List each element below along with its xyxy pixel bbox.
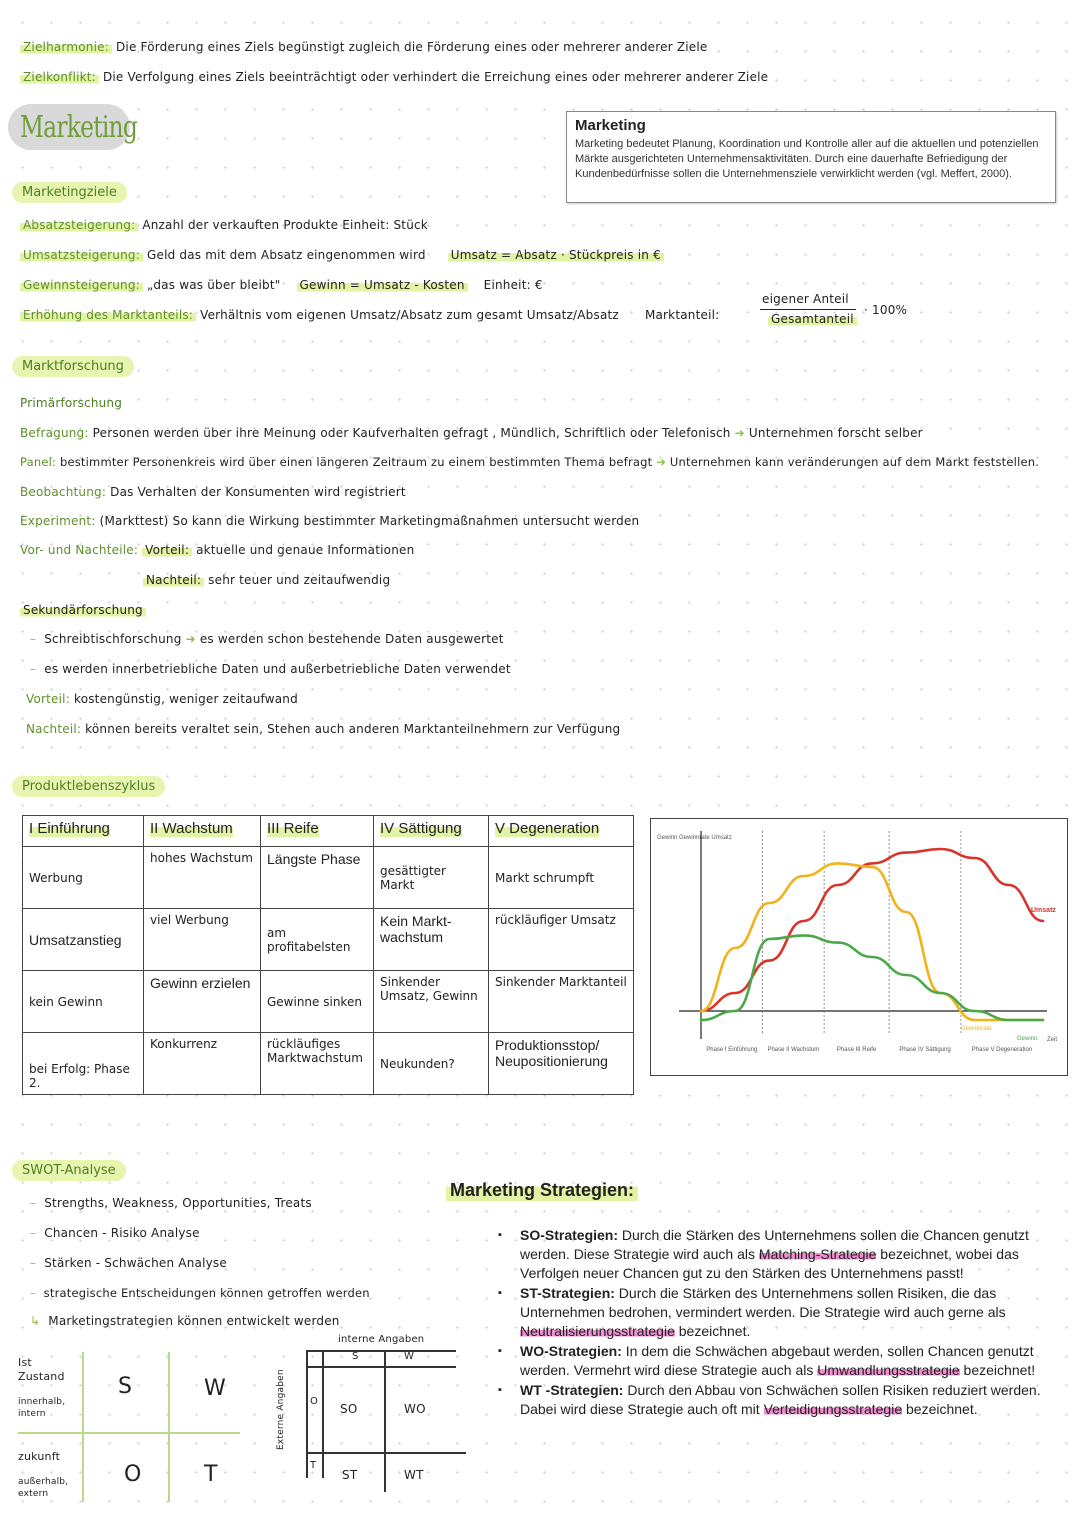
ist-label: Ist Zustand: [18, 1356, 65, 1383]
marktforschung-heading: Marktforschung: [12, 356, 134, 377]
chart-tick-label: Phase II Wachstum: [767, 1047, 820, 1053]
mf-text: Das Verhalten der Konsumenten wird registriert: [110, 485, 406, 499]
sek-vorteil: [26, 692, 298, 706]
swot-arrow-bullet: ↳ Marketingstrategien können entwickelt werden: [30, 1314, 340, 1328]
matrix-top-label: interne Angaben: [338, 1334, 425, 1345]
fraction-line: [760, 309, 856, 310]
mf-nachteil: [143, 573, 390, 587]
chart-label-gewinnrate: Gewinnrate: [960, 1026, 992, 1032]
plz-cell: am profitabelsten: [261, 909, 374, 971]
list-item: ▪ WO-Strategien: In dem die Schwächen abgebaut werden, sollen Chancen genutzt werden. Vermehrt wird diese Strategie auch als Umwandlungsstrategie bezeichnet!: [498, 1342, 1046, 1380]
mf-beobachtung: [20, 485, 406, 499]
swot-bullet: – strategische Entscheidungen können getroffen werden: [30, 1286, 370, 1300]
ziel-gewinn: [20, 278, 543, 292]
zukunft-sub: außerhalb, extern: [18, 1477, 69, 1499]
page-title: [8, 104, 138, 150]
plz-chart: [650, 818, 1068, 1076]
plz-cell: Werbung: [23, 847, 144, 909]
mf-vorteil: [20, 543, 414, 557]
plz-cell: Neukunden?: [374, 1033, 489, 1095]
fraction-numerator: eigener Anteil: [762, 292, 849, 306]
matrix-row: T: [310, 1460, 317, 1471]
zielkonflikt-term: Zielkonflikt:: [20, 70, 99, 84]
ziel-text: Verhältnis vom eigenen Umsatz/Absatz zum gesamt Umsatz/Absatz: [200, 308, 619, 322]
ziel-term: Gewinnsteigerung:: [20, 278, 143, 292]
matrix-col: S: [352, 1351, 359, 1362]
plz-cell: bei Erfolg: Phase 2.: [23, 1033, 144, 1095]
list-item: ▪ SO-Strategien: Durch die Stärken des Unternehmens sollen die Chancen genutzt werden. Diese Strategie wird auch als Matching-Strategie bezeichnet, wobei das Verfolgen neuer Chancen gut zu den Stärken des Unternehmens passt!: [498, 1226, 1046, 1283]
plz-cell: Sinkender Marktanteil: [489, 971, 634, 1033]
zielharmonie-term: Zielharmonie:: [20, 40, 112, 54]
ziel-absatz: [20, 218, 428, 232]
table-row: [23, 1033, 634, 1095]
matrix-line: [306, 1350, 456, 1352]
swot-grid-line: [82, 1352, 84, 1502]
vorteil-label: Vorteil:: [142, 543, 192, 557]
chart-tick-label: Phase V Degeneration: [971, 1047, 1033, 1053]
list-item: ▪ ST-Strategien: Durch die Stärken des Unternehmens sollen Risiken, die das Unternehmen bedrohen, vermindert werden. Die Strategie wird auch gerne als Neutralisierungsstrategie bezeichnet.: [498, 1284, 1046, 1341]
plz-cell: Sinkender Umsatz, Gewinn: [374, 971, 489, 1033]
mf-panel: Panel: bestimmter Personenkreis wird über einen längeren Zeitraum zu einem bestimmten Thema befragt ➜ Unternehmen kann veränderungen auf dem Markt feststellen.: [20, 455, 1040, 469]
swot-letter-o: O: [124, 1462, 142, 1487]
table-row: [23, 847, 634, 909]
plz-cell: Produktionsstop/ Neupositionierung: [489, 1033, 634, 1095]
primaerforschung-heading: Primärforschung: [20, 396, 123, 410]
vorteil-text: aktuelle und genaue Informationen: [196, 543, 415, 557]
plz-header: I Einführung: [23, 816, 144, 847]
ziel-text: Anzahl der verkauften Produkte Einheit: Stück: [142, 218, 428, 232]
swot-bullet: – Stärken - Schwächen Analyse: [30, 1256, 227, 1270]
plz-cell: Umsatzanstieg: [23, 909, 144, 971]
plz-cell: Längste Phase: [261, 847, 374, 909]
matrix-row: O: [310, 1396, 319, 1407]
mf-text: (Markttest) So kann die Wirkung bestimmter Marketingmaßnahmen untersucht werden: [99, 514, 640, 528]
zielharmonie-text: Die Förderung eines Ziels begünstigt zugleich die Förderung eines oder mehrerer anderer Ziele: [115, 40, 708, 54]
plz-cell: Kein Markt-wachstum: [374, 909, 489, 971]
mf-term: Beobachtung:: [20, 485, 107, 499]
matrix-line: [306, 1366, 456, 1368]
fraction-factor: · 100%: [864, 303, 908, 317]
chart-tick-label: Phase I Einführung: [706, 1047, 758, 1053]
vorteil-label: Vorteil:: [26, 692, 70, 706]
swot-bullet: – Strengths, Weakness, Opportunities, Treats: [30, 1196, 312, 1210]
plz-chart-svg: [651, 819, 1067, 1075]
zielharmonie-line: [20, 40, 707, 54]
chart-series-umsatz: [701, 849, 1043, 1011]
zukunft-label: zukunft: [18, 1450, 61, 1463]
marketingziele-heading: Marketingziele: [12, 182, 127, 203]
zielkonflikt-line: [20, 70, 768, 84]
matrix-line: [306, 1350, 308, 1478]
ziel-formula: Gewinn = Umsatz - Kosten: [297, 278, 468, 292]
swot-letter-s: S: [118, 1374, 132, 1399]
chart-tick-label: Phase III Reife: [836, 1047, 877, 1053]
sekundaerforschung-heading: Sekundärforschung: [20, 603, 146, 617]
ziel-text: Geld das mit dem Absatz eingenommen wird: [146, 248, 426, 262]
chart-series-gewinn: [701, 935, 1043, 1020]
mf-arrow-text: Unternehmen forscht selber: [748, 426, 923, 440]
mf-text: Personen werden über ihre Meinung oder Kaufverhalten gefragt , Mündlich, Schriftlich oder Telefonisch: [92, 426, 731, 440]
matrix-line: [306, 1452, 466, 1454]
mf-term: Vor- und Nachteile:: [20, 543, 139, 557]
matrix-cell-so: SO: [340, 1402, 358, 1416]
definition-box: [566, 111, 1056, 203]
plz-header: V Degeneration: [489, 816, 634, 847]
matrix-line: [322, 1350, 324, 1478]
plz-cell: gesättigter Markt: [374, 847, 489, 909]
plz-heading: Produktlebenszyklus: [12, 776, 165, 797]
chart-xlabel: Zeit: [1047, 1037, 1058, 1043]
definition-title: Marketing: [575, 117, 646, 134]
matrix-line: [384, 1350, 386, 1492]
plz-table: [22, 815, 634, 1095]
sek-text: es werden innerbetriebliche Daten und außerbetriebliche Daten verwendet: [44, 662, 511, 676]
matrix-side-label: Externe Angaben: [276, 1369, 286, 1450]
ziel-formula: Umsatz = Absatz · Stückpreis in €: [448, 248, 664, 262]
ziel-marktanteil: [20, 308, 719, 322]
matrix-cell-st: ST: [342, 1468, 358, 1482]
ziel-term: Umsatzsteigerung:: [20, 248, 143, 262]
ziel-term: Absatzsteigerung:: [20, 218, 138, 232]
ziel-umsatz: [20, 248, 664, 262]
ziel-formula: Marktanteil:: [644, 308, 720, 322]
plz-cell: hohes Wachstum: [144, 847, 261, 909]
chart-label-gewinn: Gewinn: [1017, 1036, 1038, 1042]
plz-cell: kein Gewinn: [23, 971, 144, 1033]
mf-experiment: [20, 514, 639, 528]
table-row: [23, 909, 634, 971]
strategien-list: [498, 1226, 1046, 1420]
sek-item-1: – Schreibtischforschung ➜ es werden schon bestehende Daten ausgewertet: [30, 632, 504, 646]
ziel-term: Erhöhung des Marktanteils:: [20, 308, 196, 322]
sek-nachteil: [26, 722, 620, 736]
sek-text: Schreibtischforschung: [44, 632, 182, 646]
zielkonflikt-text: Die Verfolgung eines Ziels beeinträchtigt oder verhindert die Erreichung eines oder mehrerer anderer Ziele: [102, 70, 769, 84]
ziel-unit: Einheit: €: [483, 278, 543, 292]
nachteil-label: Nachteil:: [26, 722, 82, 736]
swot-letter-t: T: [204, 1462, 218, 1487]
list-item: ▪ WT -Strategien: Durch den Abbau von Schwächen sollen Risiken reduziert werden. Dabei wird diese Strategie auch oft mit Verteidigungsstrategie bezeichnet.: [498, 1381, 1046, 1419]
plz-header-row: [23, 816, 634, 847]
matrix-cell-wo: WO: [404, 1402, 426, 1416]
nachteil-text: können bereits veraltet sein, Stehen auch anderen Marktanteilnehmern zur Verfügung: [85, 722, 621, 736]
plz-cell: Gewinne sinken: [261, 971, 374, 1033]
ziel-text: „das was über bleibt": [146, 278, 281, 292]
matrix-cell-wt: WT: [404, 1468, 424, 1482]
plz-cell: rückläufiger Umsatz: [489, 909, 634, 971]
chart-label-umsatz: Umsatz: [1031, 907, 1056, 914]
chart-ylabel: Gewinn Gewinnrate Umsatz: [657, 835, 732, 841]
sek-item-2: – es werden innerbetriebliche Daten und außerbetriebliche Daten verwendet: [30, 662, 511, 676]
plz-header: IV Sättigung: [374, 816, 489, 847]
plz-header: II Wachstum: [144, 816, 261, 847]
plz-cell: Konkurrenz: [144, 1033, 261, 1095]
page-title-text: Marketing: [20, 110, 138, 145]
plz-cell: Markt schrumpft: [489, 847, 634, 909]
mf-term: Befragung:: [20, 426, 89, 440]
sek-arrow-text: es werden schon bestehende Daten ausgewertet: [199, 632, 504, 646]
mf-befragung: Befragung: Personen werden über ihre Meinung oder Kaufverhalten gefragt , Mündlich, Schriftlich oder Telefonisch ➜ Unternehmen forscht selber: [20, 426, 923, 440]
mf-term: Experiment:: [20, 514, 96, 528]
plz-cell: Gewinn erzielen: [144, 971, 261, 1033]
mf-arrow-text: Unternehmen kann veränderungen auf dem Markt feststellen.: [669, 455, 1040, 469]
chart-tick-label: Phase IV Sättigung: [899, 1047, 951, 1053]
swot-heading: SWOT-Analyse: [12, 1160, 126, 1181]
ist-sub: innerhalb, intern: [18, 1397, 66, 1419]
table-row: [23, 971, 634, 1033]
swot-bullet: – Chancen - Risiko Analyse: [30, 1226, 200, 1240]
swot-letter-w: W: [204, 1376, 226, 1401]
swot-grid-line: [168, 1352, 170, 1502]
nachteil-text: sehr teuer und zeitaufwendig: [208, 573, 391, 587]
nachteil-label: Nachteil:: [143, 573, 204, 587]
fraction-denominator: Gesamtanteil: [768, 312, 857, 326]
plz-cell: rückläufiges Marktwachstum: [261, 1033, 374, 1095]
matrix-col: W: [404, 1351, 415, 1362]
chart-series-gewinnrate: [701, 863, 1043, 1020]
swot-grid-line: [18, 1432, 240, 1434]
vorteil-text: kostengünstig, weniger zeitaufwand: [73, 692, 298, 706]
mf-text: bestimmter Personenkreis wird über einen längeren Zeitraum zu einem bestimmten Thema befragt: [59, 455, 653, 469]
strategien-title: Marketing Strategien:: [446, 1180, 638, 1201]
plz-header: III Reife: [261, 816, 374, 847]
definition-body: Marketing bedeutet Planung, Koordination und Kontrolle aller auf die aktuellen und potenziellen Märkte ausgerichteten Unternehmensaktivitäten. Durch eine dauerhafte Befriedigung der Kundenbedürfnisse sollen die Unternehmensziele verwirklicht werden (vgl. Meffert, 2000).: [575, 138, 1039, 180]
mf-term: Panel:: [20, 455, 57, 469]
plz-cell: viel Werbung: [144, 909, 261, 971]
